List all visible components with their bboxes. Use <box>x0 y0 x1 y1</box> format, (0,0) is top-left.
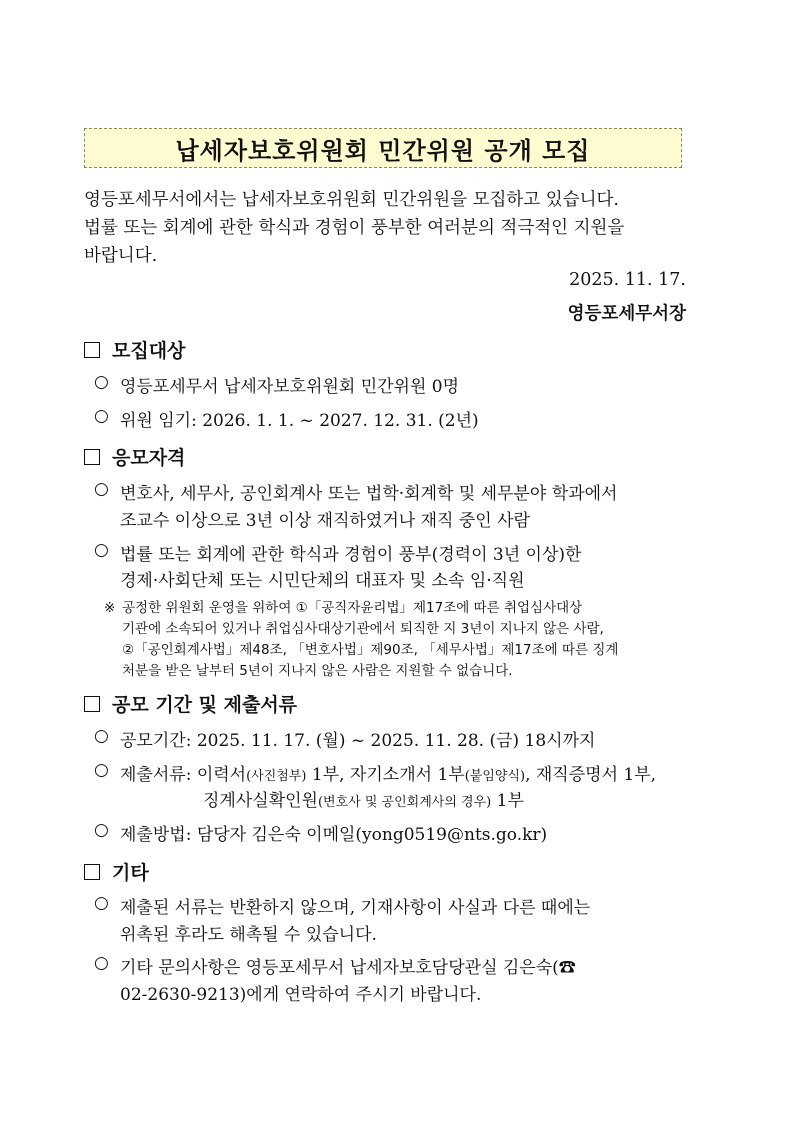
etc-item-2-line-2: 02-2630-9213)에게 연락하여 주시기 바랍니다. <box>120 985 482 1005</box>
note-mark: ※ <box>104 600 116 616</box>
signer: 영등포세무서장 <box>567 304 686 324</box>
checkbox-square-icon <box>84 342 100 358</box>
etc-item-1-line-2: 위촉된 후라도 해촉될 수 있습니다. <box>120 925 377 945</box>
section-heading-qualification: 응모자격 <box>84 443 185 470</box>
etc-item-2-line-1: 기타 문의사항은 영등포세무서 납세자보호담당관실 김은숙(☎ <box>120 958 576 978</box>
period-item-2-line-2: 징계사실확인원(변호사 및 공인회계사의 경우) 1부 <box>203 791 524 811</box>
note-line-4: 처분을 받은 날부터 5년이 지나지 않은 사람은 지원할 수 없습니다. <box>122 663 513 679</box>
note-line-3: ②「공인회계사법」제48조, 「변호사법」제90조, 「세무사법」제17조에 따른 징계 <box>122 642 619 658</box>
title-banner <box>84 128 682 168</box>
section-heading-etc: 기타 <box>84 858 149 885</box>
period-item-1: 공모기간: 2025. 11. 17. (월) ~ 2025. 11. 28. (금) 18시까지 <box>120 731 596 751</box>
checkbox-square-icon <box>84 864 100 880</box>
qualification-item-2-line-2: 경제·사회단체 또는 시민단체의 대표자 및 소속 임·직원 <box>120 571 525 591</box>
note-line-1: 공정한 위원회 운영을 위하여 ①「공직자윤리법」제17조에 따른 취업심사대상 <box>122 600 583 616</box>
issue-date: 2025. 11. 17. <box>569 270 686 290</box>
qualification-item-2-line-1: 법률 또는 회계에 관한 학식과 경험이 풍부(경력이 3년 이상)한 <box>120 545 582 565</box>
intro-line-3: 바랍니다. <box>84 246 158 266</box>
circle-bullet-icon: ○ <box>94 726 109 746</box>
circle-bullet-icon: ○ <box>94 406 109 426</box>
qualification-item-1-line-1: 변호사, 세무사, 공인회계사 또는 법학·회계학 및 세무분야 학과에서 <box>120 484 618 504</box>
circle-bullet-icon: ○ <box>94 540 109 560</box>
intro-line-2: 법률 또는 회계에 관한 학식과 경험이 풍부한 여러분의 적극적인 지원을 <box>84 218 625 238</box>
circle-bullet-icon: ○ <box>94 479 109 499</box>
checkbox-square-icon <box>84 449 100 465</box>
circle-bullet-icon: ○ <box>94 760 109 780</box>
circle-bullet-icon: ○ <box>94 820 109 840</box>
checkbox-square-icon <box>84 696 100 712</box>
etc-item-1-line-1: 제출된 서류는 반환하지 않으며, 기재사항이 사실과 다른 때에는 <box>120 898 591 918</box>
circle-bullet-icon: ○ <box>94 953 109 973</box>
period-item-2-line-1: 제출서류: 이력서(사진첨부) 1부, 자기소개서 1부(붙임양식), 재직증명서 1부, <box>120 765 657 785</box>
intro-line-1: 영등포세무서에서는 납세자보호위원회 민간위원을 모집하고 있습니다. <box>84 190 619 210</box>
note-line-2: 기관에 소속되어 있거나 취업심사대상기관에서 퇴직한 지 3년이 지나지 않은 사람, <box>122 621 604 637</box>
section-heading-period: 공모 기간 및 제출서류 <box>84 690 297 717</box>
circle-bullet-icon: ○ <box>94 372 109 392</box>
target-item-2: 위원 임기: 2026. 1. 1. ~ 2027. 12. 31. (2년) <box>120 411 479 431</box>
target-item-1: 영등포세무서 납세자보호위원회 민간위원 0명 <box>120 377 460 397</box>
section-heading-target: 모집대상 <box>84 336 185 363</box>
circle-bullet-icon: ○ <box>94 893 109 913</box>
page-title: 납세자보호위원회 민간위원 공개 모집 <box>175 136 591 165</box>
qualification-item-1-line-2: 조교수 이상으로 3년 이상 재직하였거나 재직 중인 사람 <box>120 511 530 531</box>
period-item-3: 제출방법: 담당자 김은숙 이메일(yong0519@nts.go.kr) <box>120 825 548 845</box>
